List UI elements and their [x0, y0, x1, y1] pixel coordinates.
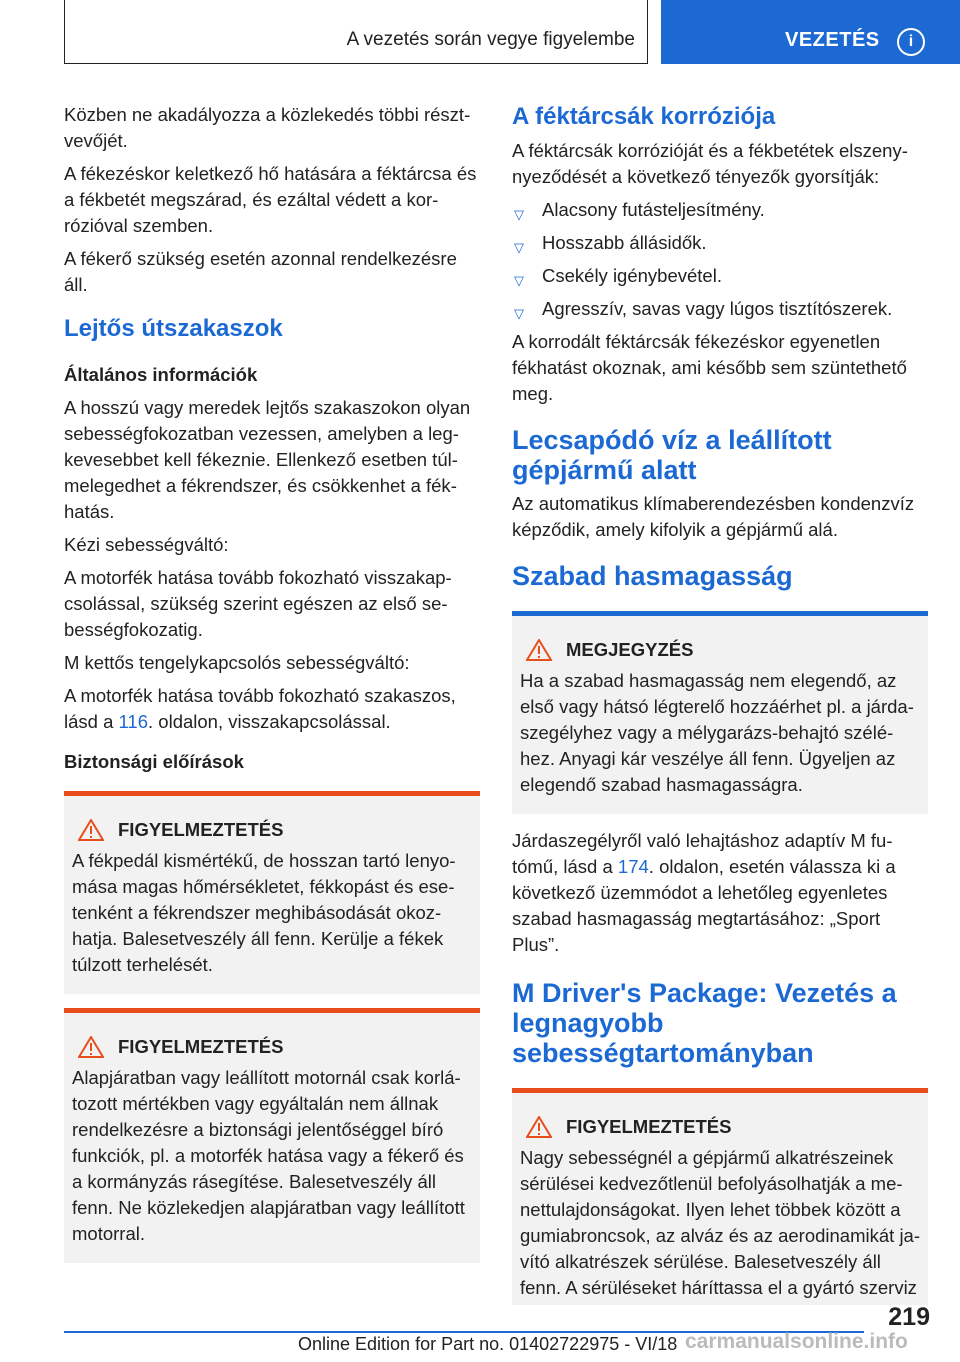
paragraph: Közben ne akadályozza a közlekedés többi résztvevőjét. [64, 104, 471, 151]
header-chapter-title: VEZETÉS [785, 29, 880, 51]
warning-triangle-icon [526, 1116, 552, 1138]
left-column [64, 102, 480, 1277]
paragraph: A korrodált féktárcsák fékezéskor egyenetlen fékhatást okoznak, ami később sem szüntethető meg. [512, 331, 907, 404]
list-item-text: Csekély igénybevétel. [542, 265, 722, 286]
list-item [512, 197, 928, 223]
note-title [520, 638, 920, 662]
paragraph: A motorfék hatása tovább fokozható visszakapcsolással, szükség szerint egészen az első sebességfokozatig. [64, 567, 452, 640]
list-item [512, 296, 928, 322]
triangle-bullet-icon: ▽ [514, 207, 524, 222]
triangle-bullet-icon: ▽ [514, 273, 524, 288]
note-text: Ha a szabad hasmagasság nem elegendő, az első vagy hátsó légterelő hozzáérhet pl. a járdaszegélyhez vagy a mélygarázs-behajtó széléhez. Anyagi kár veszélye áll fenn. Ügyeljen az elegendő szabad hasmagasságra. [520, 670, 914, 795]
right-column [512, 102, 928, 1305]
header-section-left [64, 0, 648, 64]
warning-text: Nagy sebességnél a gépjármű alkatrészeinek sérülései kedvezőtlenül befolyásolhatják a menettulajdonságokat. Ilyen lehet többek között a gumiabroncsok, az alváz és az aerodinamikát javító alkatrészek sérülése. Balesetveszély áll fenn. A sérüléseket háríttassa el a gyártó szerviz [520, 1147, 921, 1298]
list-item-text: Alacsony futásteljesítmény. [542, 199, 765, 220]
info-icon[interactable]: i [897, 28, 925, 56]
header-section-right[interactable] [661, 0, 960, 64]
note-box [512, 611, 928, 814]
list-item-text: Hosszabb állásidők. [542, 232, 707, 253]
warning-text: A fékpedál kismértékű, de hosszan tartó lenyomása magas hőmérsékletet, fékkopást és esetenként a fékrendszer meghibásodását okozhatja. Balesetveszély áll fenn. Kerülje a fékek túlzott terhelését. [72, 850, 456, 975]
warning-title [520, 1115, 920, 1139]
warning-triangle-icon [78, 819, 104, 841]
list-item [512, 263, 928, 289]
warning-triangle-icon [78, 1036, 104, 1058]
text: Járdaszegélyről való lehajtáshoz adaptív M futómű, lásd a [512, 830, 893, 877]
header-section-title: A vezetés során vegye figyelembe [346, 29, 635, 50]
warning-box [64, 1008, 480, 1263]
page-number: 219 [888, 1303, 930, 1331]
page-link-174[interactable]: 174 [617, 856, 649, 877]
warning-title-text: FIGYELMEZTETÉS [118, 1036, 284, 1057]
paragraph: A féktárcsák korrózióját és a fékbetétek elszenynyeződését a következő tényezők gyorsítják: [512, 140, 908, 187]
triangle-bullet-icon: ▽ [514, 240, 524, 255]
warning-title [72, 1035, 472, 1059]
heading-lejtos: Lejtős útszakaszok [64, 315, 283, 342]
subheading-altalanos: Általános információk [64, 364, 258, 385]
triangle-bullet-icon: ▽ [514, 306, 524, 321]
subheading-biztonsagi: Biztonsági előírások [64, 751, 244, 772]
watermark: carmanualsonline.info [685, 1330, 908, 1353]
paragraph: Kézi sebességváltó: [64, 534, 229, 555]
warning-title-text: FIGYELMEZTETÉS [118, 819, 284, 840]
bullet-list [512, 197, 928, 322]
paragraph [512, 828, 928, 958]
warning-title-text: FIGYELMEZTETÉS [566, 1116, 732, 1137]
heading-szabad: Szabad hasmagasság [512, 561, 793, 591]
note-title-text: MEGJEGYZÉS [566, 639, 694, 660]
paragraph: A hosszú vagy meredek lejtős szakaszokon olyan sebességfokozatban vezessen, amelyben a legkevesebbet kell fékeznie. Ellenkező esetben túlmelegedhet a fékrendszer, és csökkenhet a fékhatás. [64, 397, 471, 522]
warning-box [64, 791, 480, 994]
text: . oldalon, esetén válassza ki a következő üzemmódot a lehetőleg egyenletes szabad hasmagasság megtartásához: „Sport Plus”. [512, 856, 896, 955]
paragraph [64, 683, 480, 735]
text: A motorfék hatása tovább fokozható szakaszos, lásd a [64, 685, 456, 732]
paragraph: M kettős tengelykapcsolós sebességváltó: [64, 652, 410, 673]
paragraph: A fékezéskor keletkező hő hatására a féktárcsa és a fékbetét megszárad, és ezáltal védett a korrózióval szemben. [64, 163, 477, 236]
heading-korrozio: A féktárcsák korróziója [512, 103, 776, 130]
warning-text: Alapjáratban vagy leállított motornál csak korlátozott mértékben vagy egyáltalán nem állnak rendelkezésre a biztonsági jelentőséggel bíró funkciók, pl. a motorfék hatása vagy a fékerő és a kormányzás rásegítése. Balesetveszély áll fenn. Ne közlekedjen alapjáratban vagy leállított motorral. [72, 1067, 465, 1244]
list-item [512, 230, 928, 256]
text: . oldalon, visszakapcsolással. [148, 711, 391, 732]
heading-lecsapodo: Lecsapódó víz a leállított gépjármű alatt [512, 425, 832, 485]
paragraph: A fékerő szükség esetén azonnal rendelkezésre áll. [64, 248, 457, 295]
footer-edition: Online Edition for Part no. 01402722975 - VI/18 [298, 1334, 678, 1354]
list-item-text: Agresszív, savas vagy lúgos tisztítószerek. [542, 298, 893, 319]
warning-triangle-icon [526, 639, 552, 661]
paragraph: Az automatikus klímaberendezésben kondenzvíz képződik, amely kifolyik a gépjármű alá. [512, 493, 915, 540]
warning-title [72, 818, 472, 842]
page-link-116[interactable]: 116 [118, 711, 149, 732]
warning-box [512, 1088, 928, 1305]
heading-mdriver: M Driver's Package: Vezetés a legnagyobb sebességtartományban [512, 978, 897, 1068]
